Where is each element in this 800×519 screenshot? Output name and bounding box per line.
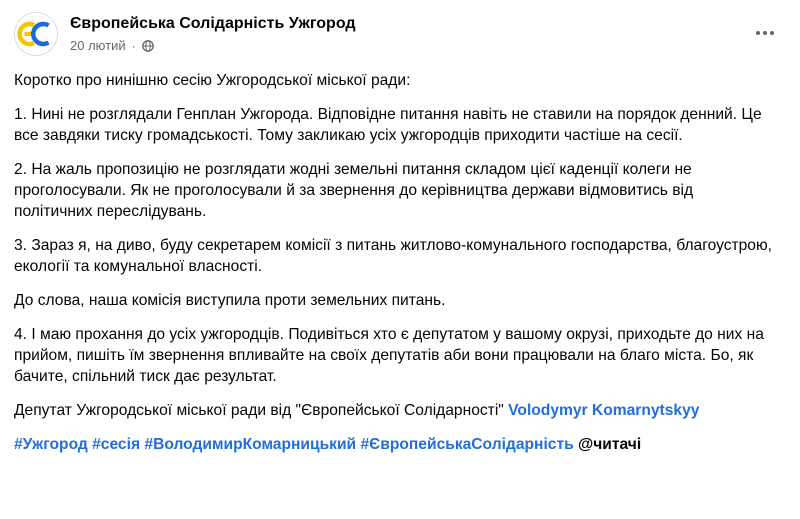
post-paragraph-4: До слова, наша комісія виступила проти земельних питань. xyxy=(14,292,446,309)
signature-text: Депутат Ужгородської міської ради від "Європейської Солідарності" xyxy=(14,402,504,419)
post-signature xyxy=(14,400,774,421)
post-header xyxy=(14,12,786,58)
more-options-icon xyxy=(756,31,774,35)
post-body xyxy=(14,70,774,455)
post-intro: Коротко про нинішню сесію Ужгородської міської ради: xyxy=(14,72,411,89)
post-paragraph-2: 2. На жаль пропозицію не розглядати жодні земельні питання складом цієї каденції колеги не проголосували. Як не проголосували й за звернення до керівництва держави відмовитись від політичних переслідувань. xyxy=(14,161,694,220)
signature-profile-link[interactable]: Volodymyr Komarnytskyy xyxy=(508,402,700,419)
hashtag-row xyxy=(14,434,774,455)
european-solidarity-logo-icon xyxy=(15,13,57,55)
avatar[interactable] xyxy=(14,12,58,56)
post-paragraph-5: 4. І маю прохання до усіх ужгородців. Подивіться хто є депутатом у вашому окрузі, приходьте до них на прийом, пишіть їм звернення впливайте на своїх депутатів аби вони працювали на благо міста. Бо, як бачите, спільний тиск дає результат. xyxy=(14,326,764,385)
hashtag-link[interactable]: #ЄвропейськаСолідарність xyxy=(360,436,574,453)
post-paragraph-3: 3. Зараз я, на диво, буду секретарем комісії з питань житлово-комунального господарства, благоустрою, екології та комунальної власності. xyxy=(14,237,773,275)
post-date[interactable]: 20 лютий xyxy=(70,38,126,53)
hashtag-link[interactable]: #сесія xyxy=(92,436,141,453)
post-paragraph-1: 1. Нині не розглядали Генплан Ужгорода. Відповідне питання навіть не ставили на порядок денний. Це все завдяки тиску громадськості. Тому закликаю усіх ужгородців приходити частіше на сесії. xyxy=(14,106,762,144)
meta-separator: · xyxy=(131,38,136,53)
more-options-button[interactable] xyxy=(748,16,782,50)
globe-icon[interactable] xyxy=(142,40,154,52)
mention-link[interactable]: @читачі xyxy=(578,436,642,453)
hashtag-link[interactable]: #ВолодимирКомарницький xyxy=(144,436,357,453)
post-author[interactable]: Європейська Солідарність Ужгород xyxy=(70,15,356,32)
hashtag-link[interactable]: #Ужгород xyxy=(14,436,88,453)
post-meta xyxy=(70,38,154,53)
